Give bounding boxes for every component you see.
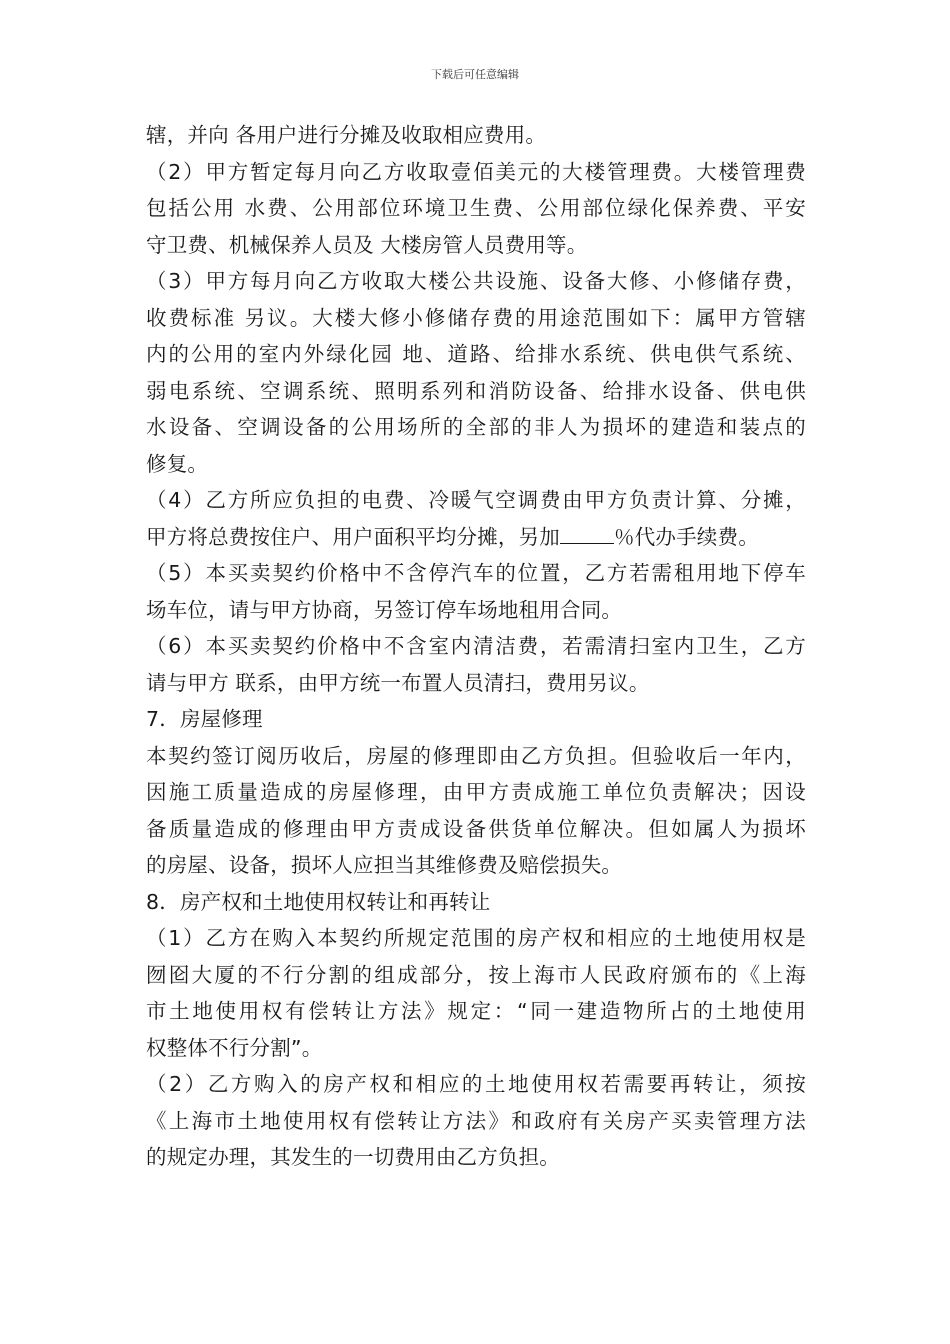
text-before-blank: 甲方将总费按住户、用户面积平均分摊，另加 bbox=[146, 524, 560, 549]
text-line-with-blank bbox=[146, 519, 806, 556]
text-line: （3）甲方每月向乙方收取大楼公共设施、设备大修、小修储存费， bbox=[146, 269, 806, 293]
text-line: 修复。 bbox=[146, 451, 209, 476]
text-line: 因施工质量造成的房屋修理，由甲方责成施工单位负责解决；因设 bbox=[146, 780, 806, 804]
text-line: 本契约签订阅历收后，房屋的修理即由乙方负担。但验收后一年内， bbox=[146, 743, 806, 768]
text-line: （4）乙方所应负担的电费、冷暖气空调费由甲方负责计算、分摊， bbox=[146, 488, 806, 512]
text-line: （6）本买卖契约价格中不含室内清洁费，若需清扫室内卫生，乙方 bbox=[146, 634, 806, 658]
text-line: 辖，并向 各用户进行分摊及收取相应费用。 bbox=[146, 123, 547, 147]
text-line: 收费标准 另议。大楼大修小修储存费的用途范围如下：属甲方管辖 bbox=[146, 305, 806, 330]
text-line: 市土地使用权有偿转让方法》规定：“同一建造物所占的土地使用 bbox=[146, 999, 806, 1023]
text-line: 的房屋、设备，损坏人应担当其维修费及赔偿损失。 bbox=[146, 853, 623, 877]
text-line: （1）乙方在购入本契约所规定范围的房产权和相应的土地使用权是 bbox=[146, 926, 806, 950]
text-line: 《上海市土地使用权有偿转让方法》和政府有关房产买卖管理方法 bbox=[146, 1108, 806, 1133]
fill-in-blank[interactable] bbox=[560, 525, 614, 544]
text-line: 弱电系统、空调系统、照明系列和消防设备、给排水设备、供电供 bbox=[146, 378, 806, 403]
text-line: 守卫费、机械保养人员及 大楼房管人员费用等。 bbox=[146, 232, 588, 257]
text-line: （2）乙方购入的房产权和相应的土地使用权若需要再转让，须按 bbox=[146, 1072, 806, 1096]
text-line: 囫囵大厦的不行分割的组成部分，按上海市人民政府颁布的《上海 bbox=[146, 962, 806, 987]
text-line: 场车位，请与甲方协商，另签订停车场地租用合同。 bbox=[146, 597, 623, 622]
section-heading: 7．房屋修理 bbox=[146, 707, 263, 731]
text-line: （5）本买卖契约价格中不含停汽车的位置，乙方若需租用地下停车 bbox=[146, 561, 806, 585]
document-body bbox=[146, 117, 806, 1176]
text-after-blank: ％代办手续费。 bbox=[614, 524, 759, 549]
text-line: （2）甲方暂定每月向乙方收取壹佰美元的大楼管理费。大楼管理费 bbox=[146, 159, 806, 184]
text-line: 权整体不行分割”。 bbox=[146, 1035, 323, 1060]
text-line: 的规定办理，其发生的一切费用由乙方负担。 bbox=[146, 1145, 560, 1169]
text-line: 包括公用 水费、公用部位环境卫生费、公用部位绿化保养费、平安 bbox=[146, 196, 806, 220]
section-heading: 8．房产权和土地使用权转让和再转让 bbox=[146, 889, 491, 914]
text-line: 请与甲方 联系，由甲方统一布置人员清扫，费用另议。 bbox=[146, 670, 650, 695]
page-header: 下载后可任意编辑 bbox=[431, 68, 519, 81]
text-line: 内的公用的室内外绿化园 地、道路、给排水系统、供电供气系统、 bbox=[146, 342, 806, 366]
text-line: 备质量造成的修理由甲方责成设备供货单位解决。但如属人为损坏 bbox=[146, 816, 806, 841]
text-line: 水设备、空调设备的公用场所的全部的非人为损坏的建造和装点的 bbox=[146, 415, 806, 439]
